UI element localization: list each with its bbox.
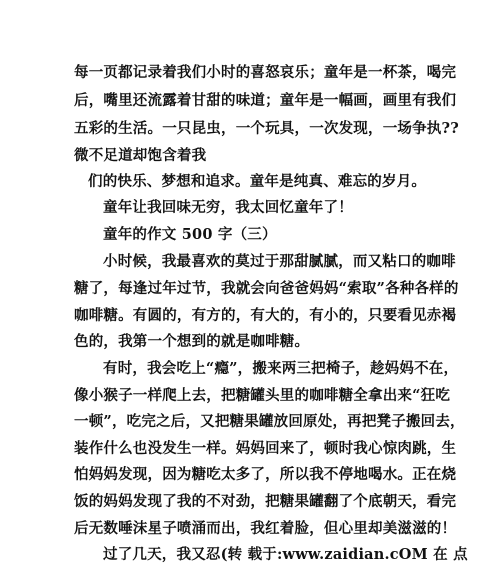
text-line: 有时，我会吃上“瘾”，搬来两三把椅子，趁妈妈不在， <box>103 360 459 377</box>
text-line: 五彩的生活。一只昆虫，一个玩具，一次发现，一场争执?? <box>74 120 459 137</box>
text-line: 一顿”，吃完之后，又把糖果罐放回原处，再把凳子搬回去， <box>74 413 465 430</box>
text-line: 怕妈妈发现，因为糖吃太多了，所以我不停地喝水。正在烧 <box>74 466 457 483</box>
text-line: 糖了，每逢过年过节，我就会向爸爸妈妈“索取”各种各样的 <box>74 280 459 297</box>
text-line: 色的，我第一个想到的就是咖啡糖。 <box>74 333 310 350</box>
text-line: 每一页都记录着我们小时的喜怒哀乐；童年是一杯茶，喝完 <box>74 64 457 81</box>
text-line: 童年让我回味无穷，我太回忆童年了！ <box>103 199 353 216</box>
text-line: 饭的妈妈发现了我的不对劲，把糖果罐翻了个底朝天，看完 <box>74 493 457 510</box>
text-line: 咖啡糖。有圆的，有方的，有大的，有小的，只要看见赤褐 <box>74 307 457 324</box>
text-line: 过了几天，我又忍(转 载于:www.zaidian.cOM 在 点 <box>103 546 468 563</box>
section-heading: 童年的作文 500 字（三） <box>103 226 277 243</box>
text-line: 小时候，我最喜欢的莫过于那甜腻腻，而又粘口的咖啡 <box>103 253 456 270</box>
text-line: 们的快乐、梦想和追求。童年是纯真、难忘的岁月。 <box>88 173 427 190</box>
text-line: 像小猴子一样爬上去，把糖罐头里的咖啡糖全拿出来“狂吃 <box>74 387 451 404</box>
text-line: 微不足道却饱含着我 <box>74 147 207 164</box>
text-line: 装作什么也没发生一样。妈妈回来了，顿时我心惊肉跳，生 <box>74 440 457 457</box>
text-line: 后，嘴里还流露着甘甜的味道；童年是一幅画，画里有我们 <box>74 92 457 109</box>
text-line: 后无数唾沫星子喷涌而出，我红着脸，但心里却美滋滋的！ <box>74 520 457 537</box>
